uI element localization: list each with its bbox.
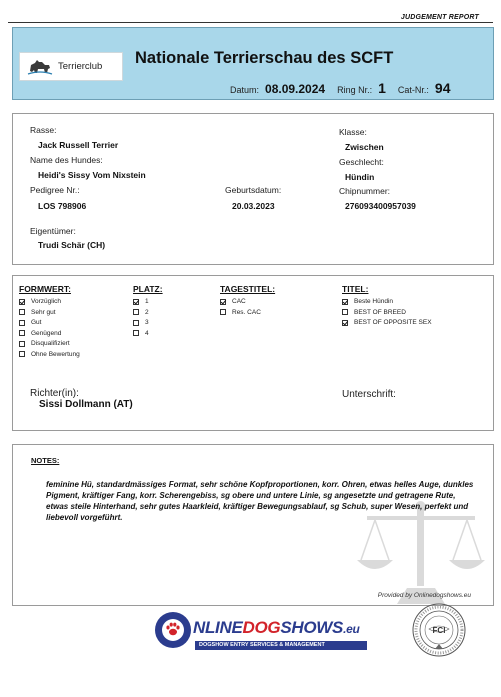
- option-label: BEST OF OPPOSITE SEX: [354, 319, 432, 326]
- sex-value: Hündin: [345, 172, 375, 182]
- tagestitel-option[interactable]: [220, 309, 261, 316]
- ring-value: 1: [378, 80, 386, 96]
- birthdate-label: Geburtsdatum:: [225, 185, 282, 195]
- formwert-option[interactable]: [19, 330, 61, 337]
- cat-label: Cat-Nr.:: [397, 85, 429, 95]
- option-label: BEST OF BREED: [354, 308, 406, 316]
- class-label: Klasse:: [339, 127, 367, 137]
- titel-option[interactable]: [342, 298, 393, 305]
- chip-label: Chipnummer:: [339, 186, 391, 196]
- provided-by: Provided by Onlinedogshows.eu: [377, 592, 471, 599]
- formwert-option[interactable]: [19, 309, 56, 316]
- logo-circle: [155, 612, 191, 648]
- tagestitel-option[interactable]: [220, 298, 246, 305]
- formwert-option[interactable]: [19, 351, 80, 358]
- titel-option[interactable]: [342, 309, 406, 316]
- option-label: 2: [145, 308, 149, 316]
- checkbox-checked-icon[interactable]: [342, 299, 348, 305]
- titel-option[interactable]: [342, 319, 432, 326]
- club-name: Terrierclub: [58, 61, 103, 72]
- checkbox-empty-icon[interactable]: [19, 330, 25, 336]
- platz-option[interactable]: [133, 319, 149, 326]
- formwert-option[interactable]: [19, 340, 70, 347]
- formwert-option[interactable]: [19, 319, 41, 326]
- logo-wordmark: NLINEDOGSHOWS.eu: [193, 618, 360, 637]
- option-label: Genügend: [31, 329, 62, 337]
- checkbox-empty-icon[interactable]: [19, 320, 25, 326]
- formwert-heading: FORMWERT:: [19, 284, 71, 294]
- option-label: Disqualifiziert: [31, 340, 70, 347]
- checkbox-checked-icon[interactable]: [133, 299, 139, 305]
- date-label: Datum:: [230, 85, 260, 95]
- grading-section: [12, 275, 494, 431]
- option-label: Ohne Bewertung: [31, 350, 80, 358]
- judge-label: Richter(in):: [30, 388, 79, 399]
- checkbox-empty-icon[interactable]: [19, 341, 25, 347]
- show-meta: [230, 80, 450, 96]
- checkbox-empty-icon[interactable]: [19, 309, 25, 315]
- logo-tagline: DOGSHOW ENTRY SERVICES & MANAGEMENT: [199, 642, 325, 648]
- signature-label: Unterschrift:: [342, 389, 396, 400]
- option-label: Vorzüglich: [31, 298, 61, 305]
- pedigree-value: LOS 798906: [38, 201, 87, 211]
- owner-value: Trudi Schär (CH): [38, 240, 106, 250]
- show-title: Nationale Terrierschau des SCFT: [135, 49, 394, 67]
- option-label: Res. CAC: [232, 308, 261, 316]
- notes-section: [12, 444, 494, 606]
- option-label: Gut: [31, 319, 42, 326]
- ring-label: Ring Nr.:: [337, 85, 373, 95]
- option-label: CAC: [232, 298, 246, 305]
- tagestitel-heading: TAGESTITEL:: [220, 284, 276, 294]
- pedigree-label: Pedigree Nr.:: [30, 185, 80, 195]
- onlinedogshows-logo: [155, 612, 365, 656]
- checkbox-checked-icon[interactable]: [19, 299, 25, 305]
- dog-name-value: Heidi's Sissy Vom Nixstein: [38, 170, 146, 180]
- show-header: [12, 27, 494, 100]
- platz-option[interactable]: [133, 309, 149, 316]
- breed-value: Jack Russell Terrier: [38, 140, 119, 150]
- titel-heading: TITEL:: [342, 284, 369, 294]
- top-divider: [8, 22, 493, 23]
- date-value: 08.09.2024: [265, 82, 326, 96]
- paw-icon: [165, 621, 181, 637]
- club-logo: [19, 52, 123, 81]
- owner-label: Eigentümer:: [30, 226, 76, 236]
- checkbox-empty-icon[interactable]: [19, 351, 25, 357]
- option-label: Beste Hündin: [354, 298, 394, 305]
- platz-option[interactable]: [133, 298, 149, 305]
- sex-label: Geschlecht:: [339, 157, 384, 167]
- checkbox-checked-icon[interactable]: [342, 320, 348, 326]
- option-label: 3: [145, 319, 149, 326]
- checkbox-checked-icon[interactable]: [220, 299, 226, 305]
- option-label: Sehr gut: [31, 308, 56, 316]
- birthdate-value: 20.03.2023: [232, 201, 275, 211]
- checkbox-empty-icon[interactable]: [342, 309, 348, 315]
- notes-heading: NOTES:: [31, 456, 60, 465]
- notes-text: feminine Hü, standardmässiges Format, sehr schöne Kopfproportionen, korr. Ohren, etwas helles Auge, dunkles Pigment, kräftiger Fang, korr. Scherengebiss, sg obere und untere Linie, sg angesetzte und getragene Rute, etwas steile Hinterhand, sehr gutes Haarkleid, kräftiger Bewegungsablauf, sg Schub, super Wesen, perfekt und liebevoll vorgeführt.: [46, 480, 474, 522]
- option-label: 1: [145, 298, 149, 305]
- breed-label: Rasse:: [30, 125, 57, 135]
- terrier-logo-icon: [26, 57, 54, 77]
- judge-value: Sissi Dollmann (AT): [39, 399, 133, 410]
- cat-value: 94: [434, 80, 451, 96]
- platz-option[interactable]: [133, 330, 149, 337]
- dog-details-section: [12, 113, 494, 265]
- platz-heading: PLATZ:: [133, 284, 163, 294]
- chip-value: 276093400957039: [345, 201, 416, 211]
- dog-name-label: Name des Hundes:: [30, 155, 103, 165]
- checkbox-empty-icon[interactable]: [220, 309, 226, 315]
- report-type-label: JUDGEMENT REPORT: [400, 14, 479, 21]
- formwert-option[interactable]: [19, 298, 61, 305]
- checkbox-empty-icon[interactable]: [133, 309, 139, 315]
- class-value: Zwischen: [345, 142, 384, 152]
- checkbox-empty-icon[interactable]: [133, 320, 139, 326]
- svg-text:FCI: FCI: [432, 626, 446, 635]
- checkbox-empty-icon[interactable]: [133, 330, 139, 336]
- fci-seal-icon: [411, 602, 467, 658]
- option-label: 4: [145, 329, 149, 337]
